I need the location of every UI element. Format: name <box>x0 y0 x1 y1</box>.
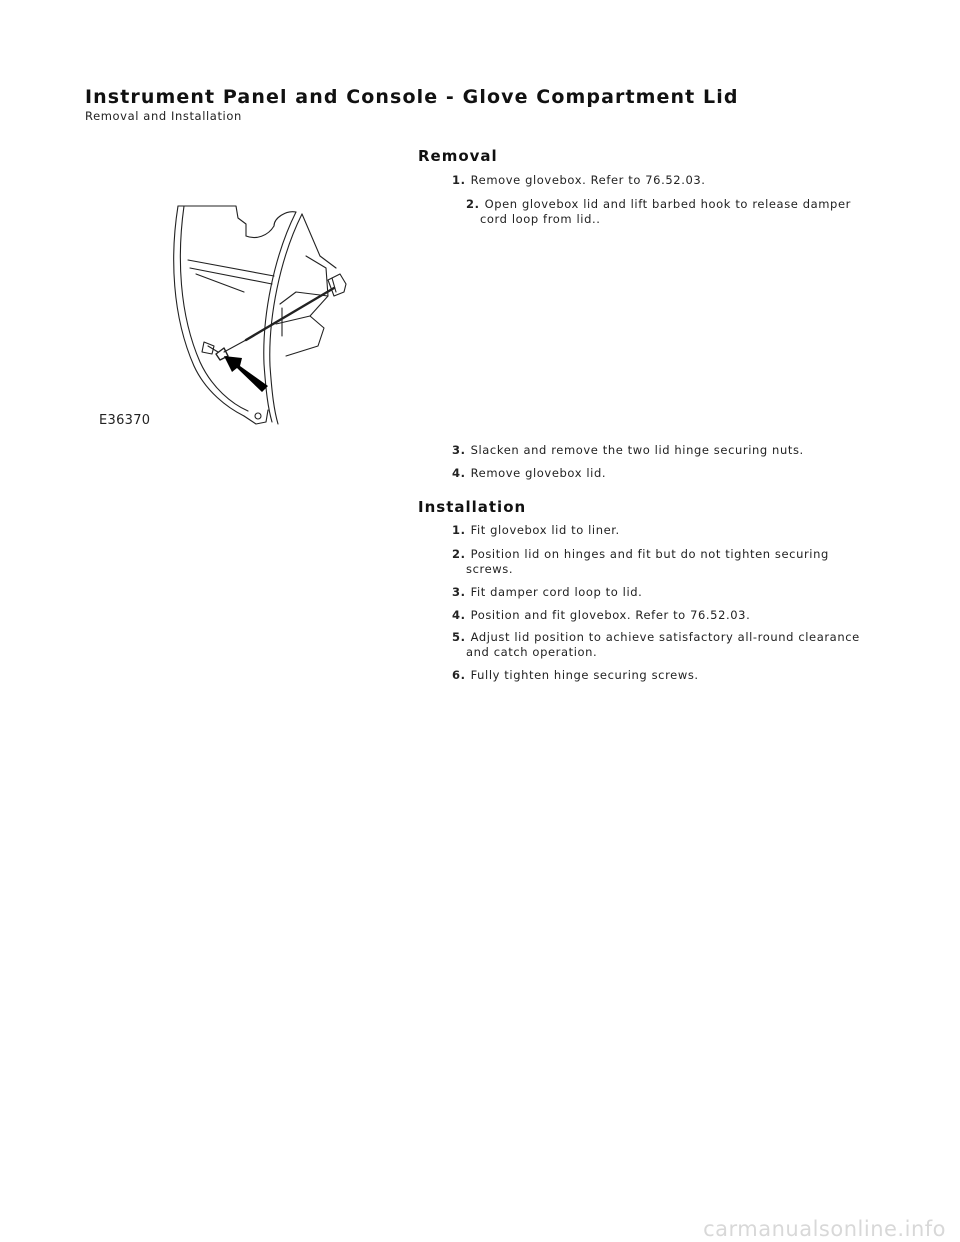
step-text: Position lid on hinges and fit but do not tighten securing <box>470 547 829 561</box>
step-text: Position and fit glovebox. Refer to 76.52.03. <box>470 608 751 622</box>
step-text-continued: screws. <box>466 562 514 576</box>
installation-step-6 <box>452 668 872 683</box>
step-number: 4. <box>452 608 466 622</box>
step-text: Fit glovebox lid to liner. <box>470 523 620 537</box>
step-number: 4. <box>452 466 466 480</box>
glovebox-lid-diagram <box>96 196 376 436</box>
step-text: Remove glovebox. Refer to 76.52.03. <box>470 173 706 187</box>
removal-heading: Removal <box>418 147 498 165</box>
step-text: Open glovebox lid and lift barbed hook to release damper <box>484 197 851 211</box>
installation-step-5 <box>452 630 892 660</box>
removal-step-1 <box>452 173 872 188</box>
step-text-continued: and catch operation. <box>466 645 598 659</box>
step-text: Adjust lid position to achieve satisfactory all-round clearance <box>470 630 860 644</box>
step-number: 6. <box>452 668 466 682</box>
step-text: Fully tighten hinge securing screws. <box>470 668 699 682</box>
removal-step-2 <box>466 197 886 227</box>
installation-step-4 <box>452 608 872 623</box>
removal-step-3 <box>452 443 872 458</box>
step-number: 1. <box>452 173 466 187</box>
watermark: carmanualsonline.info <box>703 1217 946 1241</box>
installation-step-2 <box>452 547 872 577</box>
step-text: Fit damper cord loop to lid. <box>470 585 643 599</box>
step-number: 5. <box>452 630 466 644</box>
step-number: 1. <box>452 523 466 537</box>
step-text-continued: cord loop from lid.. <box>480 212 601 226</box>
installation-heading: Installation <box>418 498 527 516</box>
page-title: Instrument Panel and Console - Glove Compartment Lid <box>85 86 739 108</box>
installation-step-3 <box>452 585 872 600</box>
step-number: 2. <box>466 197 480 211</box>
step-number: 2. <box>452 547 466 561</box>
removal-step-4 <box>452 466 872 481</box>
installation-step-1 <box>452 523 872 538</box>
step-number: 3. <box>452 585 466 599</box>
step-text: Slacken and remove the two lid hinge securing nuts. <box>470 443 804 457</box>
figure-label: E36370 <box>99 413 151 428</box>
page-subtitle: Removal and Installation <box>85 109 242 123</box>
step-text: Remove glovebox lid. <box>470 466 607 480</box>
step-number: 3. <box>452 443 466 457</box>
